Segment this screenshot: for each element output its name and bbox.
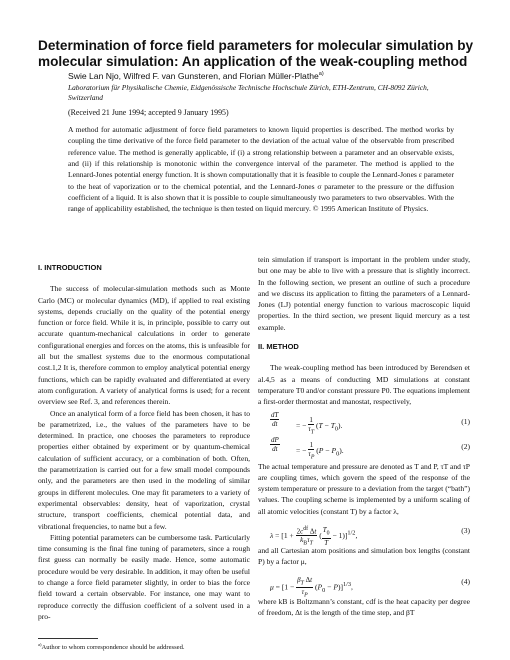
section-heading-introduction: I. INTRODUCTION [38,263,102,272]
affiliation: Laboratorium für Physikalische Chemie, Eidgenössische Technische Hochschule Zürich, ETH-Zentrum, CH-8092 Zürich, Switzerland [68,83,429,102]
left-column [38,262,250,622]
author-list [68,71,324,81]
equation-number: (4) [461,576,470,586]
intro-paragraph-1: The success of molecular-simulation methods such as Monte Carlo (MC) or molecular dynamics (MD), if applied to real existing systems, depends crucially on the quality of the potential energy function or force field. While it is, in principle, possible to carry out accurate quantum-mechanical calculations in order to generate configurational energies and forces on the atoms, this is unfeasible for all but the smallest systems due to the enormous computational cost.1,2 It is, therefore common to employ analytical potential energy functions, which can be rapidly evaluated and differentiated at every atom configuration. A variety of analytical forms is used; for a recent overview see Ref. 3, and references therein. [38,284,250,407]
intro-continuation: tein simulation if transport is important in the problem under study, but one may be able to live with a pressure that is slightly incorrect. In the following section, we present an outline of such a procedure and we discuss its application to fitting the parameters of a Lennard-Jones (LJ) potential energy function to various macroscopic liquid properties. In the third section, we present liquid mercury as a test example. [258,255,470,332]
author-footnote-mark: a) [318,71,324,78]
abstract: A method for automatic adjustment of force field parameters to known liquid properties is described. The method works by coupling the time derivative of the force field parameter to the deviation of the actual value of the observable from prescribed reference value. The method is generally applicable, if (i) a strong relationship between a parameter and an observable exists, and (ii) if this relationship is monotonic within the convergence interval of the parameter. The method is applied to the Lennard-Jones potential energy function. It is shown computationally that it is feasible to couple the Lennard-Jones ε parameter to the heat of vaporization or to the chemical potential, and the Lennard-Jones σ parameter to the pressure or the diffusion coefficient of a liquid. It is also shown that it is possible to couple simultaneously two parameters to two observables. With the range of applicability established, the technique is then tested on liquid mercury. © 1995 American Institute of Physics. [68,125,454,214]
equation-1: $\frac{dT}{dt}$ = − $\frac{1}{\tau_T}$ $(T - T_0)$. (1) [271,410,470,435]
footnote [38,642,185,651]
equation-3: λ = [1 + $\frac{2c^{df} \Delta t}{k_B\tau_T}$ ( $\frac{T_0}{T}$ − 1)]$^{1/2}$, (3) [270,526,470,547]
intro-paragraph-2: Once an analytical form of a force field has been chosen, it has to be parametrized, i.e., the values of the parameters have to be determined. In practice, one chooses the parameters to reproduce properties either obtained by experiment or by quantum-chemical calculation of sufficient accuracy, or a combination of both. Often, the parametrization is carried out for a few small model compounds only, and the parameters are then used in the modeling of similar groups in different molecules. One may fit parameters to a variety of experimental observables: density, heat of vaporization, crystal structure, transport coefficients, chemical potential data, and vibrational frequencies, to name but a few. [38,408,250,531]
footnote-mark: a) [38,642,42,647]
section-heading-method: II. METHOD [258,342,299,352]
received-dates: (Received 21 June 1994; accepted 9 January 1995) [68,108,229,117]
method-paragraph-3: and all Cartesian atom positions and simulation box lengths (constant P) by a factor μ, [258,546,470,567]
footnote-rule [38,638,98,639]
paper-title: Determination of force field parameters for molecular simulation by molecular simulation: An application of the weak-coupling method [38,38,474,69]
author-names: Swie Lan Njo, Wilfred F. van Gunsteren, and Florian Müller-Plathe [68,71,319,81]
intro-paragraph-3: Fitting potential parameters can be cumbersome task. Particularly time consuming is the final fine tuning of parameters, since a rough first guess can normally be easily made. Hence, some automatic procedure would be very desirable. In addition, it may often be useful to change a force field parameter slightly, in order to bias the force field toward a certain observable. For instance, one may want to reproduce correctly the diffusion coefficient of a solvent used in a pro- [38,532,250,621]
equation-number: (3) [461,526,470,536]
equation-number: (2) [461,441,470,451]
equation-2: $\frac{dP}{dt}$ = − $\frac{1}{\tau_P}$ $(P - P_0)$. (2) [271,435,470,460]
footnote-text: Author to whom correspondence should be addressed. [41,644,185,652]
equation-number: (1) [461,416,470,426]
right-column [258,254,470,618]
method-paragraph-2: The actual temperature and pressure are denoted as T and P, τT and τP are coupling times, which govern the speed of the response of the system temperature or pressure to a deviation from the target (“bath”) values. The coupling scheme is implemented by a uniform scaling of all atomic velocities (constant T) by a factor λ, [258,461,470,516]
method-paragraph-4: where kB is Boltzmann’s constant, cdf is the heat capacity per degree of freedom, Δt is the length of the time step, and βT [258,596,470,617]
equation-4: μ = [1 − $\frac{\beta_T \Delta t}{\tau_P}$ $(P_0 - P)]^{1/3}$, (4) [270,575,470,599]
method-paragraph-1: The weak-coupling method has been introduced by Berendsen et al.4,5 as a means of conducting MD simulations at constant temperature T0 and/or constant pressure P0. The equations implement a first-order thermostat and manostat, respectively, [258,363,470,407]
